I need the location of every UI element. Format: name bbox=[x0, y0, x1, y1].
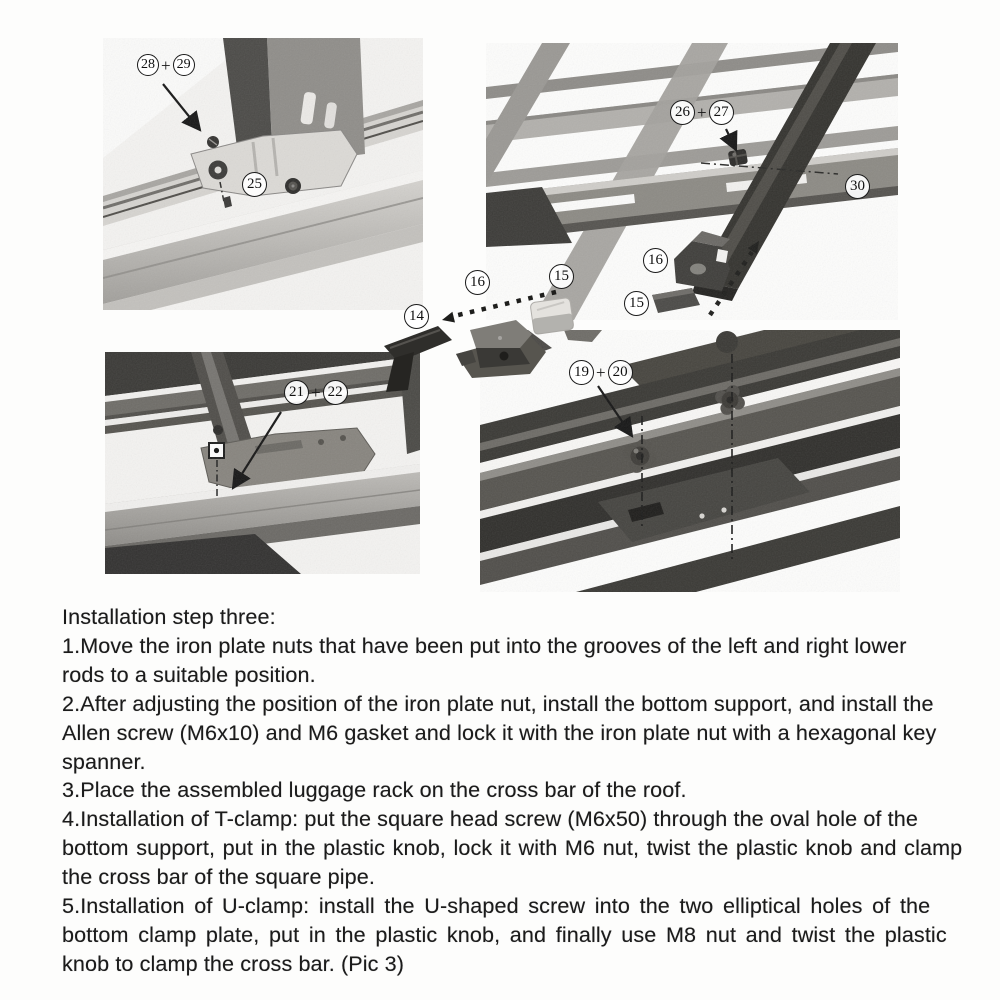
instruction-text-block bbox=[62, 603, 967, 979]
figure-plate-on-bar bbox=[105, 352, 420, 574]
part-number-26: 26 bbox=[670, 100, 695, 125]
part-number-15: 15 bbox=[624, 291, 649, 316]
callout-30 bbox=[845, 174, 870, 199]
instruction-line: rods to a suitable position. bbox=[62, 661, 316, 687]
instruction-line: bottom clamp plate, put in the plastic knob, and finally use M8 nut and twist the plastic bbox=[62, 921, 947, 947]
part-number-16: 16 bbox=[465, 270, 490, 295]
instruction-line: Allen screw (M6x10) and M6 gasket and lock it with the iron plate nut with a hexagonal key bbox=[62, 719, 937, 745]
figure-bracket-screw-detail bbox=[103, 38, 423, 310]
photo-plate-on-bar bbox=[105, 352, 420, 574]
instruction-line: bottom support, put in the plastic knob, lock it with M6 nut, twist the plastic knob and clamp bbox=[62, 835, 963, 861]
instruction-line: 1.Move the iron plate nuts that have been put into the grooves of the left and right lower bbox=[62, 632, 907, 658]
part-number-21: 21 bbox=[284, 380, 309, 405]
instruction-line: 4.Installation of T-clamp: put the square head screw (M6x50) through the oval hole of the bbox=[62, 806, 918, 832]
part-number-28: 28 bbox=[137, 54, 159, 76]
part-number-27: 27 bbox=[709, 100, 734, 125]
part-number-30: 30 bbox=[845, 174, 870, 199]
callout-25 bbox=[242, 172, 267, 197]
callout-16 bbox=[643, 248, 668, 273]
part-number-20: 20 bbox=[608, 360, 633, 385]
plus-sign: + bbox=[311, 383, 321, 402]
part-number-29: 29 bbox=[173, 54, 195, 76]
callout-16-mid bbox=[465, 270, 490, 295]
plus-sign: + bbox=[596, 363, 606, 382]
instruction-line: spanner. bbox=[62, 748, 146, 774]
part-number-22: 22 bbox=[323, 380, 348, 405]
plus-sign: + bbox=[161, 55, 171, 75]
callout-15 bbox=[624, 291, 649, 316]
callout-19-20 bbox=[569, 360, 633, 385]
part-number-14: 14 bbox=[404, 304, 429, 329]
instruction-line: 3.Place the assembled luggage rack on the cross bar of the roof. bbox=[62, 777, 687, 803]
instruction-line: knob to clamp the cross bar. (Pic 3) bbox=[62, 950, 405, 976]
instructions-heading: Installation step three: bbox=[62, 604, 276, 629]
part-number-19: 19 bbox=[569, 360, 594, 385]
instruction-line: the cross bar of the square pipe. bbox=[62, 864, 375, 890]
callout-15-mid bbox=[549, 264, 574, 289]
part-number-25: 25 bbox=[242, 172, 267, 197]
plus-sign: + bbox=[697, 103, 707, 122]
instruction-line: 5.Installation of U-clamp: install the U-shaped screw into the two elliptical holes of the bbox=[62, 893, 931, 919]
callout-14 bbox=[404, 304, 429, 329]
instruction-line: 2.After adjusting the position of the iron plate nut, install the bottom support, and install the bbox=[62, 690, 934, 716]
callout-21-22 bbox=[284, 380, 348, 405]
part-number-16: 16 bbox=[643, 248, 668, 273]
part-number-15: 15 bbox=[549, 264, 574, 289]
callout-28-29 bbox=[137, 54, 195, 76]
callout-26-27 bbox=[670, 100, 734, 125]
